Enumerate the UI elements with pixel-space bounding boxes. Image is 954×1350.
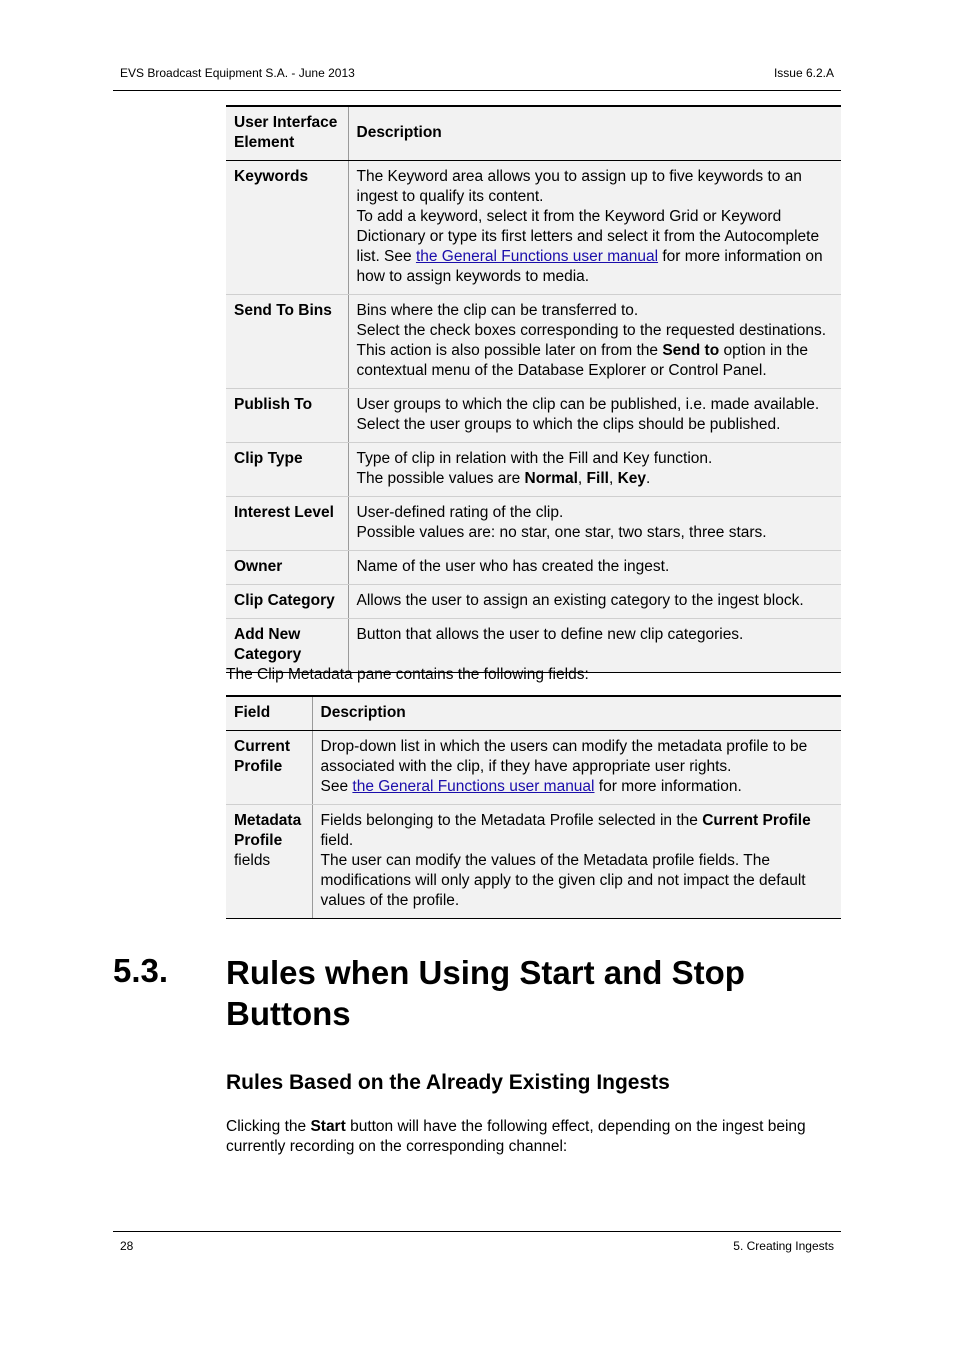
bold-term: Start <box>310 1118 346 1135</box>
field-suffix: fields <box>234 852 271 869</box>
ui-elements-table <box>226 105 841 673</box>
description-text: Bins where the clip can be transferred to. <box>356 302 639 319</box>
row-label <box>226 805 312 919</box>
table-header-cell: Description <box>348 106 841 161</box>
description-text: Type of clip in relation with the Fill and Key function. <box>356 450 713 467</box>
description-text: User groups to which the clip can be published, i.e. made available. <box>356 396 820 413</box>
bold-term: Fill <box>586 470 609 487</box>
description-text: for more information on how to assign keywords to media. <box>356 248 823 285</box>
table-header-cell: Description <box>312 696 841 731</box>
row-label: Clip Type <box>226 443 348 497</box>
description-text: Select the user groups to which the clips should be published. <box>356 416 781 433</box>
description-text: Drop-down list in which the users can modify the metadata profile to be associated with the clip, if they have appropriate user rights. <box>320 738 808 775</box>
body-paragraph <box>226 1117 841 1157</box>
table-row <box>226 161 841 295</box>
section-number: 5.3. <box>113 952 169 989</box>
table-row <box>226 389 841 443</box>
table-header-row <box>226 696 841 731</box>
table-row <box>226 805 841 919</box>
header-rule <box>113 90 841 91</box>
row-description: Allows the user to assign an existing category to the ingest block. <box>348 585 841 619</box>
bold-term: Normal <box>524 470 578 487</box>
description-text: Fields belonging to the Metadata Profile selected in the <box>320 812 703 829</box>
bold-term: Key <box>617 470 646 487</box>
bold-term: Current Profile <box>702 812 811 829</box>
row-label: Publish To <box>226 389 348 443</box>
section-title: Rules when Using Start and Stop Buttons <box>226 954 745 1032</box>
row-description: Name of the user who has created the ingest. <box>348 551 841 585</box>
table-row <box>226 731 841 805</box>
row-label: Clip Category <box>226 585 348 619</box>
separator: , <box>577 470 587 487</box>
table-row <box>226 443 841 497</box>
body-text: Clicking the <box>226 1118 311 1135</box>
bold-term: Send to <box>662 342 720 359</box>
body-text: button will have the following effect, depending on the ingest being currently recording on the corresponding channel: <box>226 1118 806 1155</box>
table-row <box>226 551 841 585</box>
description-text: See <box>320 778 353 795</box>
row-label: Current Profile <box>226 731 312 805</box>
row-label: Send To Bins <box>226 295 348 389</box>
footer-rule <box>113 1231 841 1232</box>
separator: , <box>608 470 618 487</box>
row-description: Button that allows the user to define new clip categories. <box>348 619 841 673</box>
row-description <box>348 295 841 389</box>
description-text: The Keyword area allows you to assign up to five keywords to an ingest to qualify its content. <box>356 168 802 205</box>
description-text: The user can modify the values of the Metadata profile fields. The modifications will only apply to the given clip and not impact the default values of the profile. <box>320 852 806 909</box>
description-text: Select the check boxes corresponding to the requested destinations. This action is also possible later on from the <box>356 322 827 359</box>
table-row <box>226 295 841 389</box>
description-text: Possible values are: no star, one star, two stars, three stars. <box>356 524 767 541</box>
header-right: Issue 6.2.A <box>773 66 834 80</box>
metadata-fields-table <box>226 695 841 919</box>
description-text: option in the contextual menu of the Database Explorer or Control Panel. <box>356 342 808 379</box>
intro-paragraph: The Clip Metadata pane contains the following fields: <box>226 666 589 683</box>
table-header-row <box>226 106 841 161</box>
general-functions-manual-link[interactable]: the General Functions user manual <box>352 778 595 795</box>
row-description <box>312 805 841 919</box>
table-row <box>226 585 841 619</box>
field-name: Metadata Profile <box>234 812 302 849</box>
row-label: Keywords <box>226 161 348 295</box>
description-text: The possible values are <box>356 470 525 487</box>
description-text: field. <box>320 832 354 849</box>
table-header-cell: Field <box>226 696 312 731</box>
description-text: User-defined rating of the clip. <box>356 504 564 521</box>
row-description <box>348 443 841 497</box>
general-functions-manual-link[interactable]: the General Functions user manual <box>415 248 659 265</box>
subsection-title: Rules Based on the Already Existing Ingests <box>226 1071 670 1094</box>
row-description <box>312 731 841 805</box>
header-left: EVS Broadcast Equipment S.A. - June 2013 <box>120 66 355 80</box>
table-row <box>226 497 841 551</box>
row-description <box>348 161 841 295</box>
separator: . <box>646 470 651 487</box>
row-description <box>348 497 841 551</box>
row-label: Interest Level <box>226 497 348 551</box>
row-label: Owner <box>226 551 348 585</box>
row-label: Add New Category <box>226 619 348 673</box>
description-text: for more information. <box>594 778 742 795</box>
chapter-title: 5. Creating Ingests <box>733 1239 834 1253</box>
row-description <box>348 389 841 443</box>
page-number: 28 <box>120 1239 134 1253</box>
description-text: To add a keyword, select it from the Keyword Grid or Keyword Dictionary or type its first letters and select it from the Autocomplete list. See <box>356 208 820 265</box>
table-header-cell: User Interface Element <box>226 106 348 161</box>
